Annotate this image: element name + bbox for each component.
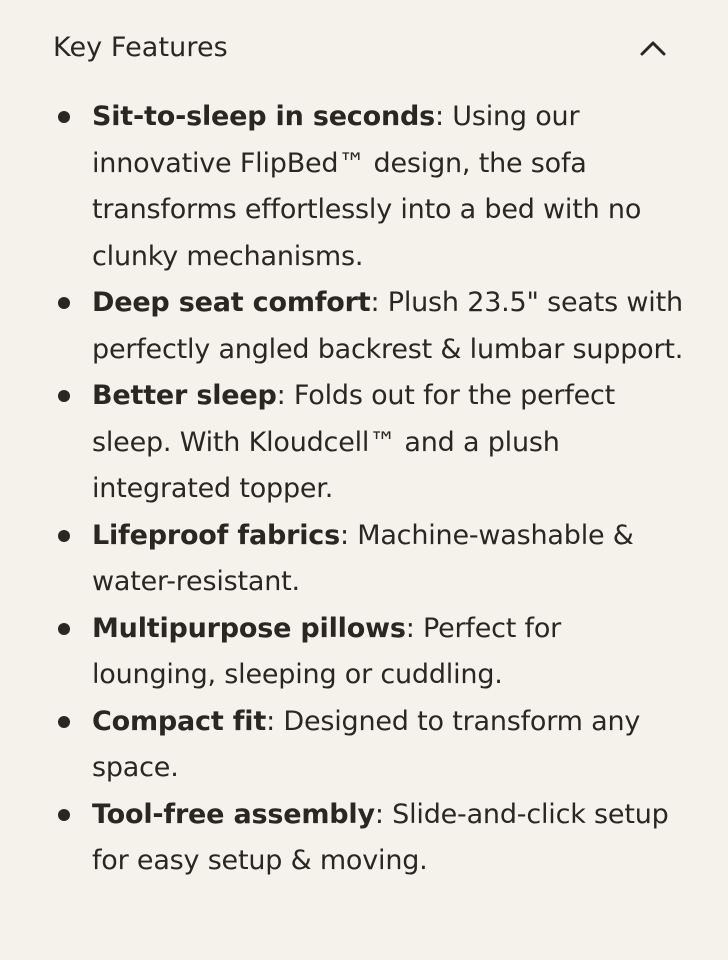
bullet-icon	[58, 809, 70, 821]
features-list	[0, 94, 728, 885]
feature-item	[0, 606, 728, 699]
bullet-icon	[58, 111, 70, 123]
key-features-accordion-header[interactable]	[53, 22, 673, 74]
section-title: Key Features	[53, 32, 228, 63]
bullet-icon	[58, 716, 70, 728]
bullet-icon	[58, 530, 70, 542]
feature-title: Sit-to-sleep in seconds	[92, 101, 435, 132]
bullet-icon	[58, 390, 70, 402]
bullet-icon	[58, 297, 70, 309]
feature-description: : Designed to transform any space.	[92, 705, 641, 783]
feature-description: : Using our innovative FlipBed™ design, the sofa transforms effortlessly into a bed with no clunky mechanisms.	[92, 101, 642, 272]
feature-item	[0, 513, 728, 606]
feature-item	[0, 280, 728, 373]
feature-description: : Folds out for the perfect sleep. With Kloudcell™ and a plush integrated topper.	[92, 380, 616, 504]
feature-description: : Slide-and-click setup for easy setup & moving.	[92, 798, 669, 876]
feature-item	[0, 792, 728, 885]
feature-description: : Machine-washable & water-resistant.	[92, 519, 634, 597]
feature-item	[0, 373, 728, 513]
feature-description: : Perfect for lounging, sleeping or cuddling.	[92, 612, 562, 690]
chevron-up-icon[interactable]	[639, 38, 667, 58]
feature-title: Deep seat comfort	[92, 287, 371, 318]
feature-title: Better sleep	[92, 380, 277, 411]
feature-title: Multipurpose pillows	[92, 612, 406, 644]
feature-item	[0, 699, 728, 792]
bullet-icon	[58, 623, 70, 635]
feature-title: Compact fit	[92, 705, 267, 737]
feature-item	[0, 94, 728, 280]
feature-description: : Plush 23.5" seats with perfectly angled backrest & lumbar support.	[92, 287, 684, 365]
feature-title: Tool-free assembly	[92, 798, 375, 830]
feature-title: Lifeproof fabrics	[92, 519, 340, 551]
